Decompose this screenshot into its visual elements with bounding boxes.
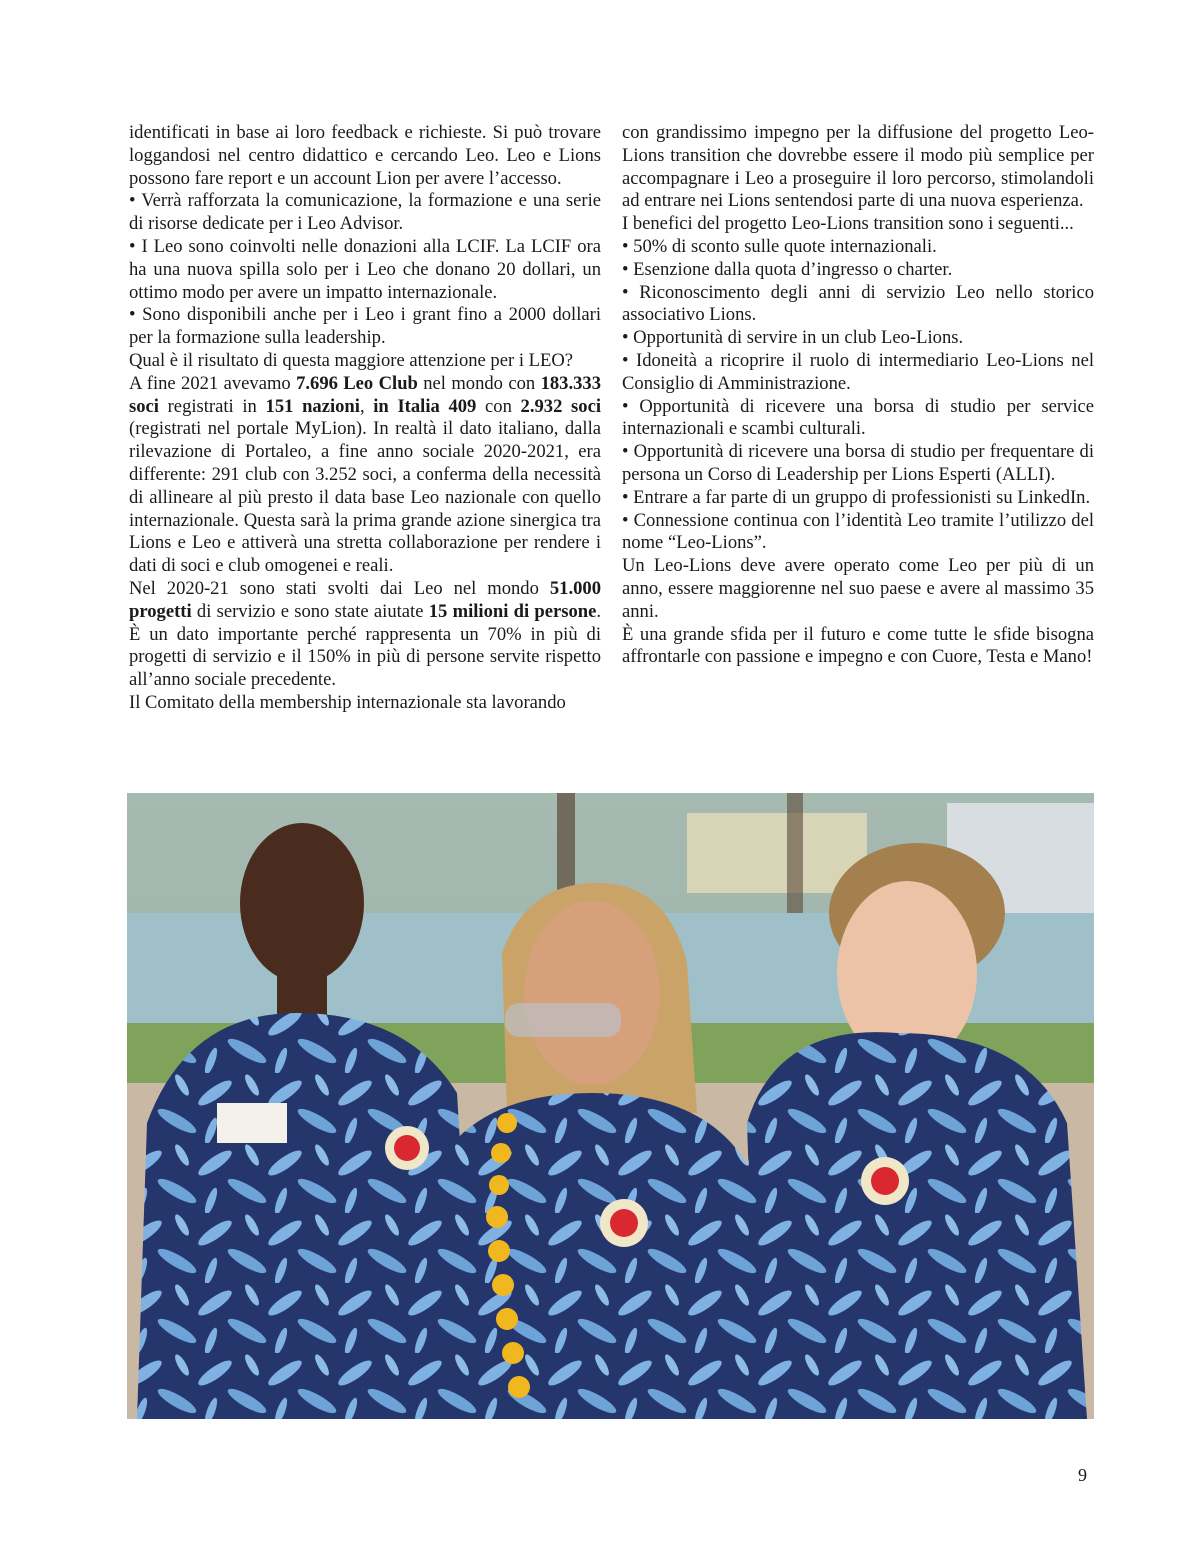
text-run: . È un dato importante perché rappresenta un 70% in più di progetti di servizio e il 150% in più di persone servite rispetto all’anno sociale precedente. [129, 600, 602, 691]
right-column-paragraph [622, 213, 1094, 236]
text-run: Il Comitato della membership internazionale sta lavorando [129, 691, 566, 713]
right-column-paragraph [622, 350, 1094, 396]
right-column-paragraph [622, 555, 1094, 623]
text-run: • Opportunità di ricevere una borsa di studio per frequentare di persona un Corso di Leadership per Lions Esperti (ALLI). [622, 441, 1094, 485]
left-column-paragraph [129, 578, 601, 692]
right-column-paragraph [622, 624, 1094, 670]
text-run: • I Leo sono coinvolti nelle donazioni alla LCIF. La LCIF ora ha una nuova spilla solo per i Leo che donano 20 dollari, un ottimo modo per avere un impatto internazionale. [129, 235, 601, 303]
bold-text: in Italia 409 [373, 395, 477, 417]
left-text-column [129, 122, 601, 715]
text-run: • Sono disponibili anche per i Leo i grant fino a 2000 dollari per la formazione sulla leadership. [129, 304, 601, 349]
group-photo [127, 793, 1094, 1419]
right-column-paragraph [622, 122, 1094, 213]
text-run: nel mondo con [417, 372, 541, 394]
bold-text: 151 nazioni [265, 395, 360, 417]
bold-text: 2.932 soci [520, 395, 602, 417]
text-run: • 50% di sconto sulle quote internazionali. [622, 235, 937, 257]
text-run: (registrati nel portale MyLion). In realtà il dato italiano, dalla rilevazione di Portaleo, a fine anno sociale 2020-2021, era differente: 291 club con 3.252 soci, a conferma della necessità di allineare al più presto il data base Leo nazionale con quello internazionale. Questa sarà la prima grande azione sinergica tra Lions e Leo e attiverà una stretta collaborazione per rendere i dati di soci e club omogenei e reali. [129, 418, 601, 577]
bold-text: 183.333 soci [129, 372, 601, 417]
right-column-paragraph [622, 259, 1094, 282]
text-run: identificati in base ai loro feedback e richieste. Si può trovare loggandosi nel centro didattico e cercando Leo. Leo e Lions possono fare report e un account Lion per avere l’accesso. [129, 122, 601, 189]
bold-text: 7.696 Leo Club [296, 372, 418, 394]
right-column-paragraph [622, 396, 1094, 442]
text-run: • Verrà rafforzata la comunicazione, la formazione e una serie di risorse dedicate per i Leo Advisor. [129, 190, 601, 235]
text-run: • Opportunità di servire in un club Leo-Lions. [622, 327, 964, 349]
bold-text: 51.000 progetti [129, 577, 601, 622]
left-column-paragraph [129, 304, 601, 350]
left-column-paragraph [129, 122, 601, 190]
text-run: I benefici del progetto Leo-Lions transition sono i seguenti... [622, 213, 1074, 235]
right-column-paragraph [622, 441, 1094, 487]
text-run: Nel 2020-21 sono stati svolti dai Leo nel mondo [129, 577, 550, 599]
left-column-paragraph [129, 236, 601, 304]
right-column-paragraph [622, 510, 1094, 556]
text-run: Un Leo-Lions deve avere operato come Leo per più di un anno, essere maggiorenne nel suo paese e avere al massimo 35 anni. [622, 555, 1094, 622]
text-run: • Opportunità di ricevere una borsa di studio per service internazionali e scambi culturali. [622, 395, 1094, 440]
left-column-paragraph [129, 350, 601, 373]
text-run: • Entrare a far parte di un gruppo di professionisti su LinkedIn. [622, 486, 1091, 508]
text-run: • Idoneità a ricoprire il ruolo di intermediario Leo-Lions nel Consiglio di Amministrazione. [622, 349, 1094, 394]
text-run: È una grande sfida per il futuro e come tutte le sfide bisogna affrontarle con passione e impegno e con Cuore, Testa e Mano! [622, 623, 1094, 668]
text-run: • Esenzione dalla quota d’ingresso o charter. [622, 258, 953, 280]
right-column-paragraph [622, 487, 1094, 510]
text-run: • Connessione continua con l’identità Leo tramite l’utilizzo del nome “Leo-Lions”. [622, 509, 1094, 554]
text-run: Qual è il risultato di questa maggiore attenzione per i LEO? [129, 349, 574, 371]
text-run: , [359, 395, 374, 417]
text-run: di servizio e sono state aiutate [191, 600, 429, 622]
left-column-paragraph [129, 373, 601, 578]
right-column-paragraph [622, 282, 1094, 328]
text-run: con grandissimo impegno per la diffusione del progetto Leo-Lions transition che dovrebbe essere il modo più semplice per accompagnare i Leo a proseguire il loro percorso, stimolandoli ad entrare nei Lions sentendosi parte di una nuova esperienza. [622, 122, 1094, 212]
right-column-paragraph [622, 236, 1094, 259]
left-column-paragraph [129, 692, 601, 715]
right-text-column [622, 122, 1094, 669]
text-run: registrati in [158, 395, 266, 417]
right-column-paragraph [622, 327, 1094, 350]
page-number: 9 [1078, 1465, 1087, 1485]
text-run: • Riconoscimento degli anni di servizio Leo nello storico associativo Lions. [622, 281, 1094, 326]
text-run: con [476, 395, 521, 417]
left-column-paragraph [129, 190, 601, 236]
bold-text: 15 milioni di persone [428, 600, 597, 622]
text-run: A fine 2021 avevamo [129, 372, 297, 394]
